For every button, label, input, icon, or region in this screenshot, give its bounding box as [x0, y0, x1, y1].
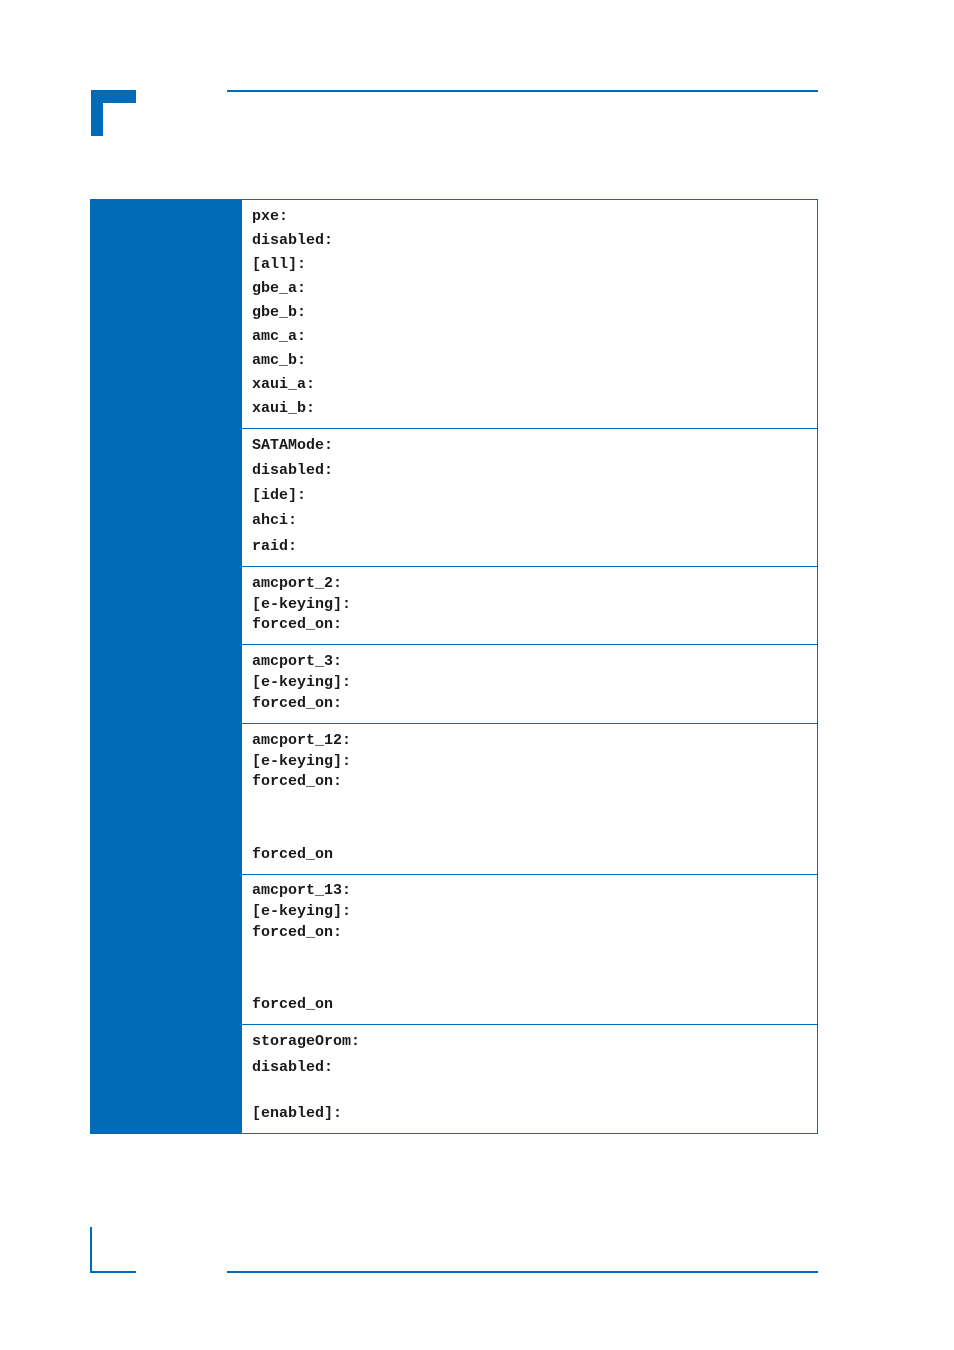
row-line: [all]: [252, 256, 307, 273]
row-line: forced_on: [252, 773, 343, 790]
row-line: ahci: [252, 512, 298, 529]
row-line: forced_on: [252, 924, 343, 941]
row-line: [ide]: [252, 487, 307, 504]
footer-rule [227, 1271, 818, 1273]
table-row-amcport-3 [242, 645, 817, 724]
settings-table [90, 199, 818, 1134]
table-value-column [242, 200, 817, 1133]
row-line: gbe_b: [252, 304, 307, 321]
row-line: amcport_13: [252, 882, 352, 899]
row-line: xaui_a: [252, 376, 316, 393]
row-line: storageOrom: [252, 1033, 361, 1050]
row-line: SATAMode: [252, 437, 334, 454]
row-line: pxe: [252, 208, 289, 225]
row-line: amcport_3: [252, 653, 343, 670]
row-line: forced_on: [252, 616, 343, 633]
table-label-column [91, 200, 242, 1133]
row-line: [e-keying]: [252, 753, 352, 770]
row-line: [e-keying]: [252, 596, 352, 613]
table-row-amcport-12 [242, 724, 817, 875]
row-line: [e-keying]: [252, 903, 352, 920]
row-line: forced_on [252, 996, 334, 1013]
corner-mark-bottom [90, 1227, 136, 1273]
row-line: amcport_12: [252, 732, 352, 749]
row-line: forced_on: [252, 695, 343, 712]
header-rule [227, 90, 818, 92]
table-row-amcport-2 [242, 567, 817, 645]
table-row-pxe [242, 200, 817, 429]
row-line: amcport_2: [252, 575, 343, 592]
row-line: raid: [252, 538, 298, 555]
row-line: disabled: [252, 232, 334, 249]
row-line: xaui_b: [252, 400, 316, 417]
row-line: disabled: [252, 1059, 334, 1076]
table-row-storageorom [242, 1025, 817, 1133]
row-line: amc_a: [252, 328, 307, 345]
row-line: forced_on [252, 846, 334, 863]
row-line: disabled: [252, 462, 334, 479]
corner-mark-top [91, 90, 136, 136]
row-line: gbe_a: [252, 280, 307, 297]
table-row-satamode [242, 429, 817, 567]
table-row-amcport-13 [242, 875, 817, 1025]
row-line: [e-keying]: [252, 674, 352, 691]
row-line: amc_b: [252, 352, 307, 369]
row-line: [enabled]: [252, 1105, 343, 1122]
